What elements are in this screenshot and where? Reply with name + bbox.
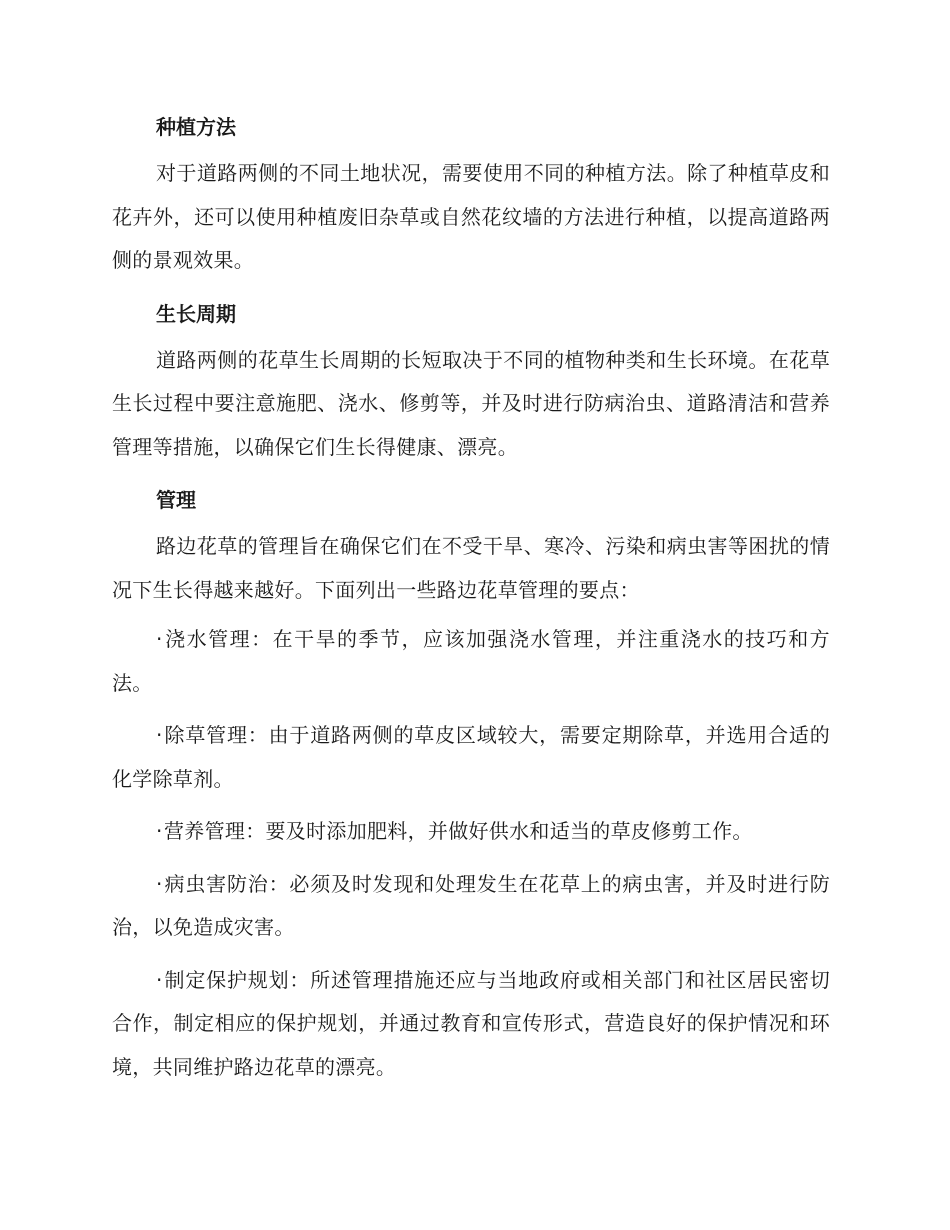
bullet-dot: · [156, 627, 163, 651]
bullet-dot: · [156, 723, 163, 747]
list-item-text: 浇水管理：在干旱的季节，应该加强浇水管理，并注重浇水的技巧和方法。 [112, 627, 830, 695]
list-item-text: 营养管理：要及时添加肥料，并做好供水和适当的草皮修剪工作。 [164, 819, 753, 843]
list-item-text: 制定保护规划：所述管理措施还应与当地政府或相关部门和社区居民密切合作，制定相应的保护规划，并通过教育和宣传形式，营造良好的保护情况和环境，共同维护路边花草的漂亮。 [112, 967, 830, 1079]
list-item-text: 病虫害防治：必须及时发现和处理发生在花草上的病虫害，并及时进行防治，以免造成灾害。 [112, 871, 830, 939]
list-item [112, 863, 830, 950]
section-paragraph: 道路两侧的花草生长周期的长短取决于不同的植物种类和生长环境。在花草生长过程中要注意施肥、浇水、修剪等，并及时进行防病治虫、道路清洁和营养管理等措施，以确保它们生长得健康、漂亮。 [112, 347, 830, 459]
section-growth-cycle [112, 289, 830, 470]
list-item [112, 959, 830, 1090]
bullet-dot: · [156, 819, 163, 843]
list-item [112, 714, 830, 801]
section-heading: 生长周期 [156, 301, 236, 326]
document-page [112, 102, 830, 1098]
section-management [112, 475, 830, 1089]
section-heading: 种植方法 [156, 115, 236, 139]
section-paragraph: 对于道路两侧的不同土地状况，需要使用不同的种植方法。除了种植草皮和花卉外，还可以使用种植废旧杂草或自然花纹墙的方法进行种植，以提高道路两侧的景观效果。 [112, 161, 830, 272]
list-item [112, 810, 830, 854]
bullet-dot: · [156, 967, 163, 992]
list-item [112, 618, 830, 705]
section-heading: 管理 [156, 488, 196, 512]
bullet-dot: · [156, 871, 163, 896]
section-planting-method [112, 102, 830, 283]
list-item-text: 除草管理：由于道路两侧的草皮区域较大，需要定期除草，并选用合适的化学除草剂。 [112, 723, 830, 791]
section-paragraph: 路边花草的管理旨在确保它们在不受干旱、寒冷、污染和病虫害等困扰的情况下生长得越来越好。下面列出一些路边花草管理的要点： [112, 534, 830, 602]
management-bullet-list [112, 618, 830, 1089]
